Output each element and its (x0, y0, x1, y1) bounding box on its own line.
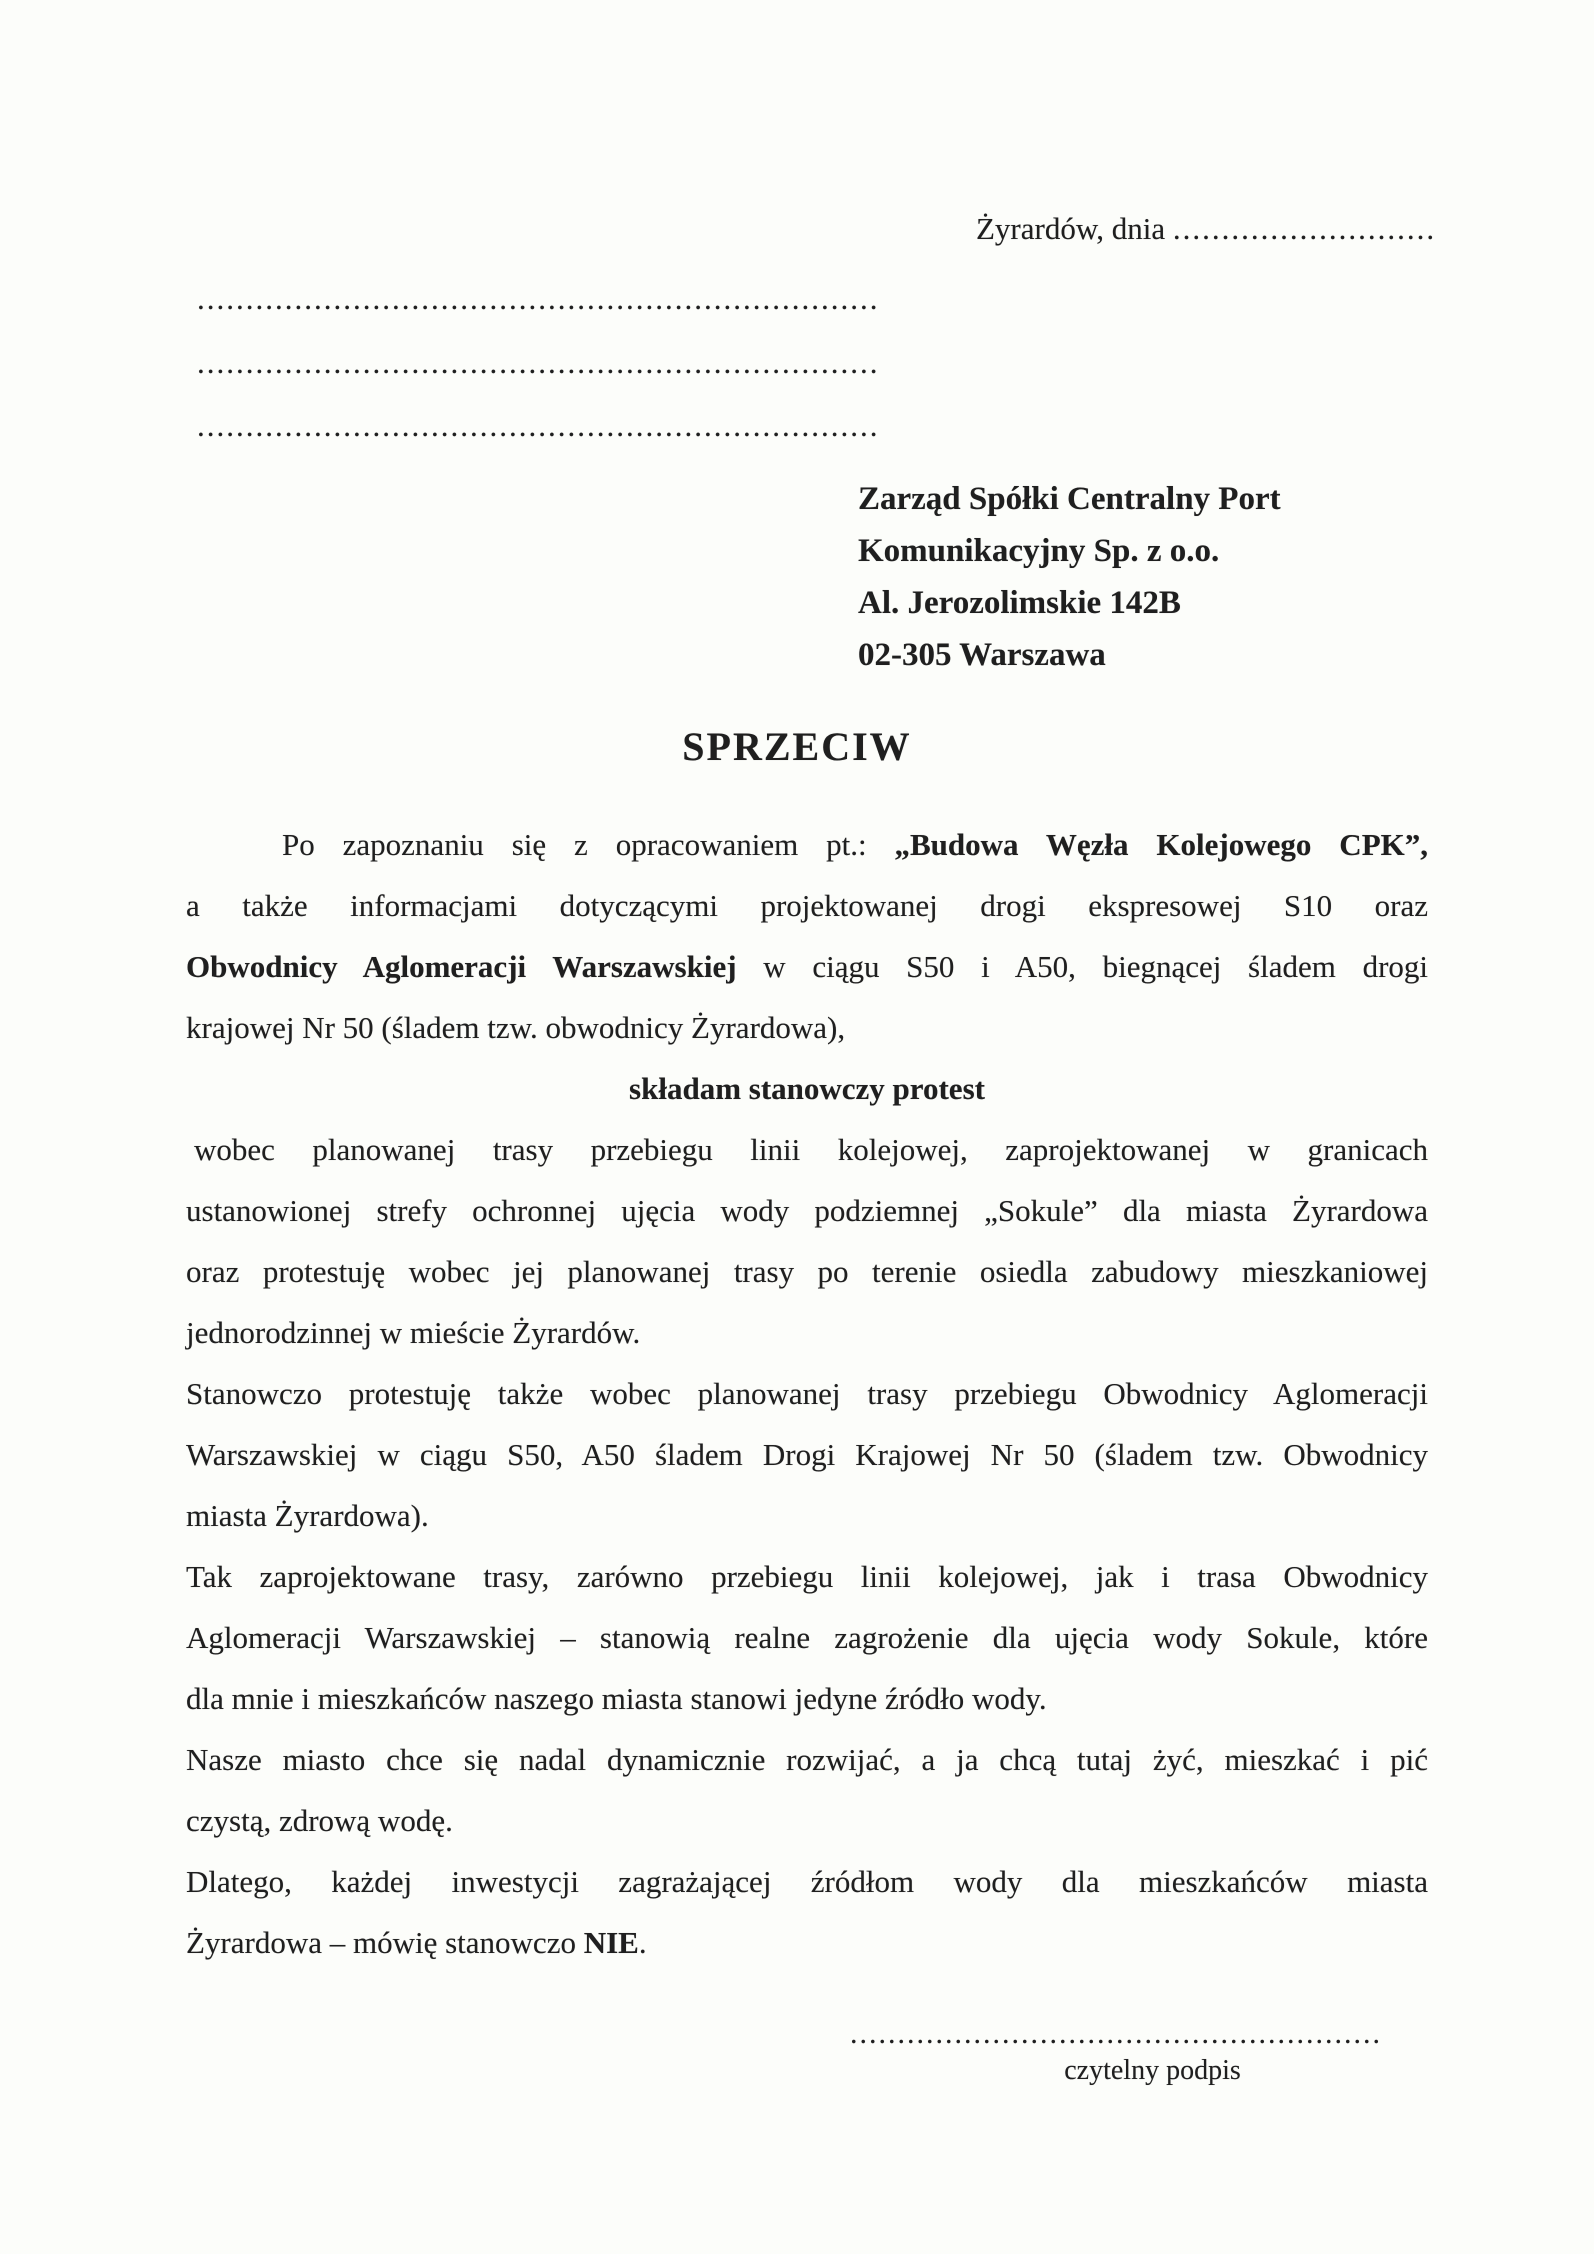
body-line (186, 1302, 1428, 1363)
body-line (186, 1485, 1428, 1546)
body-line (186, 1546, 1428, 1607)
body-line (186, 1363, 1428, 1424)
body-text-run: Obwodnicy Aglomeracji Warszawskiej (186, 949, 737, 984)
body-line (186, 1241, 1428, 1302)
body-line (186, 1729, 1428, 1790)
body-line (186, 936, 1428, 997)
body-line (186, 1912, 1428, 1973)
body-text-run: Aglomeracji Warszawskiej – stanowią realne zagrożenie dla ujęcia wody Sokule, które (186, 1620, 1428, 1655)
sender-blank-line: ...................................................................... (197, 281, 880, 316)
addressee-block (858, 473, 1281, 681)
body-text-run: czystą, zdrową wodę. (186, 1803, 453, 1838)
body-text-run: w ciągu S50 i A50, biegnącej śladem drogi (736, 949, 1429, 984)
body-line (186, 1851, 1428, 1912)
body-text-run: oraz protestuję wobec jej planowanej trasy po terenie osiedla zabudowy mieszkaniowej (186, 1254, 1428, 1289)
body-line (186, 1668, 1428, 1729)
body-line (186, 1119, 1428, 1180)
sender-blank-line: ...................................................................... (197, 408, 880, 443)
body-text-run: „Budowa Węzła Kolejowego CPK”, (894, 827, 1428, 862)
body-text-run: Stanowczo protestuję także wobec planowanej trasy przebiegu Obwodnicy Aglomeracji (186, 1376, 1428, 1411)
letter-body (186, 814, 1428, 1973)
addressee-line-2: Komunikacyjny Sp. z o.o. (858, 533, 1220, 569)
date-city-label: Żyrardów, dnia (976, 211, 1173, 246)
body-line (186, 1058, 1428, 1119)
addressee-line-4: 02-305 Warszawa (858, 637, 1106, 673)
body-line (186, 814, 1428, 875)
body-line (186, 1607, 1428, 1668)
body-text-run: wobec planowanej trasy przebiegu linii kolejowej, zaprojektowanej w granicach (194, 1132, 1428, 1167)
body-text-run: NIE (583, 1925, 639, 1960)
body-text-run: . (638, 1925, 647, 1960)
document-title: SPRZECIW (682, 724, 912, 769)
signature-area (850, 2014, 1410, 2088)
body-text-run: Tak zaprojektowane trasy, zarówno przebiegu linii kolejowej, jak i trasa Obwodnicy (186, 1559, 1428, 1594)
body-line (186, 1790, 1428, 1851)
body-text-run: krajowej Nr 50 (śladem tzw. obwodnicy Żyrardowa), (186, 1010, 846, 1045)
body-text-run: dla mnie i mieszkańców naszego miasta stanowi jedyne źródło wody. (186, 1681, 1047, 1716)
body-text-run: miasta Żyrardowa). (186, 1498, 429, 1533)
body-text-run: składam stanowczy protest (629, 1071, 985, 1106)
body-text-run: Nasze miasto chce się nadal dynamicznie rozwijać, a ja chcą tutaj żyć, mieszkać i pić (186, 1742, 1428, 1777)
body-line (186, 997, 1428, 1058)
body-line (186, 1424, 1428, 1485)
sender-blank-line: ...................................................................... (197, 344, 880, 380)
body-text-run: Żyrardowa – mówię stanowczo (186, 1925, 584, 1960)
body-text-run: ustanowionej strefy ochronnej ujęcia wody podziemnej „Sokule” dla miasta Żyrardowa (186, 1193, 1428, 1228)
date-blank-dots: ........................... (1172, 211, 1437, 246)
body-line (186, 1180, 1428, 1241)
sender-blank-lines (197, 267, 880, 458)
body-line (186, 875, 1428, 936)
signature-blank-dots: ........................................................ (850, 2017, 1382, 2050)
body-text-run: Warszawskiej w ciągu S50, A50 śladem Drogi Krajowej Nr 50 (śladem tzw. Obwodnicy (186, 1437, 1428, 1472)
body-text-run: Po zapoznaniu się z opracowaniem pt.: (282, 827, 895, 862)
signature-caption: czytelny podpis (1064, 2055, 1241, 2086)
body-text-run: a także informacjami dotyczącymi projektowanej drogi ekspresowej S10 oraz (186, 888, 1428, 923)
body-text-run: Dlatego, każdej inwestycji zagrażającej źródłom wody dla mieszkańców miasta (186, 1864, 1428, 1899)
addressee-line-3: Al. Jerozolimskie 142B (858, 585, 1181, 621)
date-line (976, 206, 1436, 251)
body-text-run: jednorodzinnej w mieście Żyrardów. (186, 1315, 641, 1350)
addressee-line-1: Zarząd Spółki Centralny Port (858, 481, 1281, 517)
